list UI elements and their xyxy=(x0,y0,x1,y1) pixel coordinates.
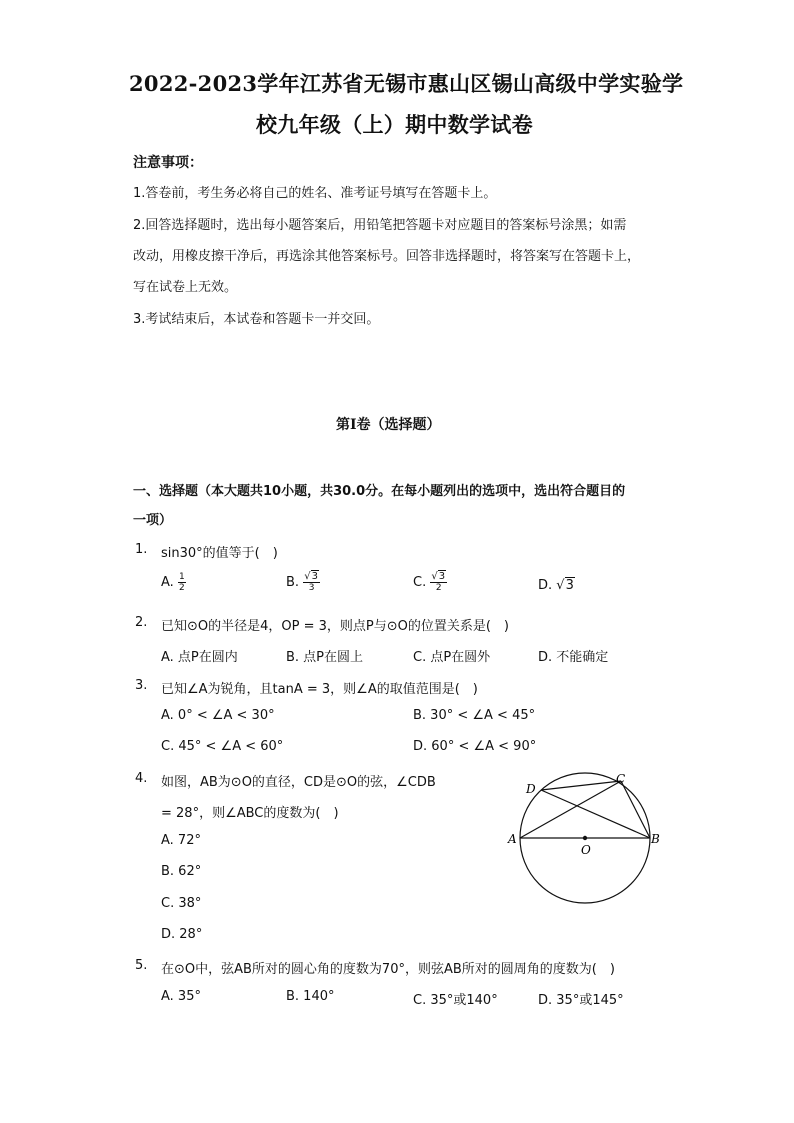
option-c: C. 45° < ∠A < 60° xyxy=(161,739,284,754)
question-number: 3. xyxy=(135,678,148,693)
option-b: B. 62° xyxy=(161,864,202,879)
fraction-numerator xyxy=(430,572,447,583)
notice-item: 3.考试结束后，本试卷和答题卡一并交回。 xyxy=(133,312,380,327)
label-o: O xyxy=(581,843,591,857)
option-c: C. 38° xyxy=(161,896,202,911)
notice-item: 写在试卷上无效。 xyxy=(133,280,238,295)
fraction xyxy=(303,572,320,593)
sqrt-symbol: √3 xyxy=(431,571,446,582)
label-c: C xyxy=(616,772,626,786)
chord-db xyxy=(541,790,650,838)
option-d xyxy=(538,578,575,593)
fraction xyxy=(430,572,447,593)
question-stem: sin30°的值等于( ) xyxy=(161,546,278,561)
option-c: C. 35°或140° xyxy=(413,993,498,1008)
fraction xyxy=(178,572,186,593)
radicand: 3 xyxy=(311,571,318,582)
notice-item: 2.回答选择题时，选出每小题答案后，用铅笔把答题卡对应题目的答案标号涂黑；如需 xyxy=(133,218,627,233)
option-a: A. 72° xyxy=(161,833,201,848)
option-label: C. xyxy=(413,575,427,590)
option-c xyxy=(413,572,447,593)
option-d: D. 35°或145° xyxy=(538,993,624,1008)
radicand: 3 xyxy=(565,578,574,593)
option-a: A. 35° xyxy=(161,989,201,1004)
option-d: D. 不能确定 xyxy=(538,650,609,665)
section-title: 第I卷（选择题） xyxy=(336,417,441,433)
notice-item: 改动，用橡皮擦干净后，再选涂其他答案标号。回答非选择题时，将答案写在答题卡上， xyxy=(133,249,641,264)
option-label: D. xyxy=(538,578,553,593)
fraction-denominator: 2 xyxy=(435,583,442,593)
radicand: 3 xyxy=(438,571,446,582)
notice-item: 1.答卷前，考生务必将自己的姓名、准考证号填写在答题卡上。 xyxy=(133,186,497,201)
sqrt-symbol: √3 xyxy=(556,578,574,593)
notice-heading: 注意事项： xyxy=(133,155,203,171)
option-d: D. 28° xyxy=(161,927,203,942)
label-b: B xyxy=(651,832,660,846)
part-heading-line2: 一项） xyxy=(133,513,173,528)
option-b: B. 30° < ∠A < 45° xyxy=(413,708,536,723)
option-c: C. 点P在圆外 xyxy=(413,650,491,665)
option-b: B. 点P在圆上 xyxy=(286,650,364,665)
question-stem: 在⊙O中，弦AB所对的圆心角的度数为70°，则弦AB所对的圆周角的度数为( ) xyxy=(161,962,615,977)
option-label: B. xyxy=(286,575,300,590)
question-number: 2. xyxy=(135,615,148,630)
option-a: A. 点P在圆内 xyxy=(161,650,238,665)
chord-dc xyxy=(541,781,621,790)
question-number: 4. xyxy=(135,771,148,786)
circle-figure xyxy=(500,766,670,936)
fraction-denominator: 3 xyxy=(308,583,315,593)
page-title-line2: 校九年级（上）期中数学试卷 xyxy=(256,112,533,137)
question-number: 1. xyxy=(135,542,148,557)
question-stem-line2: = 28°，则∠ABC的度数为( ) xyxy=(161,806,339,821)
chord-cb xyxy=(621,781,650,838)
label-d: D xyxy=(526,782,536,796)
question-number: 5. xyxy=(135,958,148,973)
option-b: B. 140° xyxy=(286,989,335,1004)
sqrt-symbol: √3 xyxy=(304,571,318,582)
option-d: D. 60° < ∠A < 90° xyxy=(413,739,537,754)
question-stem: 已知∠A为锐角，且tanA = 3，则∠A的取值范围是( ) xyxy=(161,682,478,697)
fraction-numerator: 1 xyxy=(178,572,185,582)
fraction-numerator xyxy=(303,572,320,583)
part-heading-line1: 一、选择题（本大题共10小题，共30.0分。在每小题列出的选项中，选出符合题目的 xyxy=(133,484,626,499)
page-title-line1: 2022-2023学年江苏省无锡市惠山区锡山高级中学实验学 xyxy=(129,71,684,96)
question-stem-line1: 如图，AB为⊙O的直径，CD是⊙O的弦，∠CDB xyxy=(161,775,436,790)
option-a: A. 0° < ∠A < 30° xyxy=(161,708,275,723)
option-b xyxy=(286,572,320,593)
fraction-denominator: 2 xyxy=(178,583,185,593)
option-label: A. xyxy=(161,575,174,590)
question-stem: 已知⊙O的半径是4，OP = 3，则点P与⊙O的位置关系是( ) xyxy=(161,619,510,634)
option-a xyxy=(161,572,186,593)
label-a: A xyxy=(508,832,517,846)
center-point xyxy=(583,836,587,840)
